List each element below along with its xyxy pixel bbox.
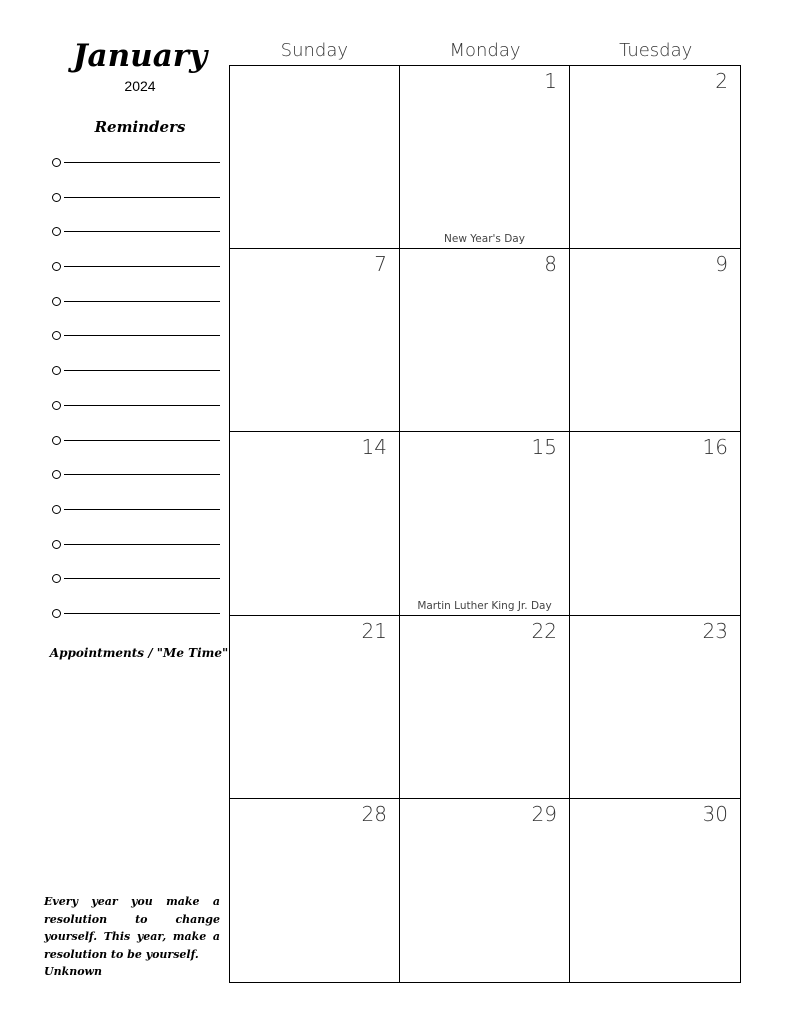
reminder-write-line[interactable] [64, 231, 220, 232]
reminder-item[interactable] [50, 154, 222, 189]
month-title: January [72, 38, 208, 74]
reminder-item[interactable] [50, 362, 222, 397]
reminder-item[interactable] [50, 189, 222, 224]
day-cell[interactable] [570, 66, 740, 249]
reminder-checkbox-circle[interactable] [52, 366, 61, 375]
reminder-write-line[interactable] [64, 197, 220, 198]
day-cell[interactable] [400, 66, 570, 249]
day-cell[interactable] [570, 616, 740, 799]
reminder-item[interactable] [50, 293, 222, 328]
reminder-write-line[interactable] [64, 613, 220, 614]
reminder-write-line[interactable] [64, 162, 220, 163]
day-number: 8 [544, 252, 557, 277]
reminder-item[interactable] [50, 397, 222, 432]
day-number: 30 [702, 801, 728, 826]
reminder-write-line[interactable] [64, 578, 220, 579]
day-number: 9 [715, 252, 728, 277]
reminder-write-line[interactable] [64, 474, 220, 475]
day-cell[interactable] [400, 249, 570, 432]
day-cell[interactable] [570, 249, 740, 432]
holiday-label: New Year's Day [444, 233, 525, 246]
reminder-checkbox-circle[interactable] [52, 470, 61, 479]
day-cell[interactable] [400, 799, 570, 982]
appointments-heading: Appointments / "Me Time" [49, 646, 229, 660]
day-number: 28 [361, 801, 387, 826]
reminder-checkbox-circle[interactable] [52, 262, 61, 271]
reminder-checkbox-circle[interactable] [52, 158, 61, 167]
day-cell[interactable] [400, 432, 570, 615]
reminders-list [50, 154, 222, 640]
reminder-write-line[interactable] [64, 405, 220, 406]
reminder-checkbox-circle[interactable] [52, 227, 61, 236]
reminder-checkbox-circle[interactable] [52, 574, 61, 583]
reminder-checkbox-circle[interactable] [52, 297, 61, 306]
day-cell[interactable] [230, 616, 400, 799]
holiday-label: Martin Luther King Jr. Day [417, 599, 552, 612]
reminder-item[interactable] [50, 501, 222, 536]
day-cell[interactable] [230, 249, 400, 432]
reminder-item[interactable] [50, 466, 222, 501]
day-number: 23 [702, 618, 728, 643]
reminder-checkbox-circle[interactable] [52, 505, 61, 514]
day-number: 21 [361, 618, 387, 643]
reminder-item[interactable] [50, 432, 222, 467]
year-label: 2024 [124, 78, 156, 94]
day-number: 29 [531, 801, 557, 826]
quote-author: Unknown [44, 965, 103, 978]
reminders-heading: Reminders [94, 118, 186, 136]
reminder-write-line[interactable] [64, 544, 220, 545]
day-number: 7 [374, 252, 387, 277]
reminder-checkbox-circle[interactable] [52, 401, 61, 410]
day-cell[interactable] [400, 616, 570, 799]
reminder-write-line[interactable] [64, 440, 220, 441]
day-header-monday: Monday [449, 40, 521, 61]
day-header-sunday: Sunday [280, 40, 349, 61]
reminder-item[interactable] [50, 605, 222, 640]
reminder-checkbox-circle[interactable] [52, 193, 61, 202]
day-number: 16 [702, 435, 728, 460]
reminder-checkbox-circle[interactable] [52, 609, 61, 618]
reminder-item[interactable] [50, 570, 222, 605]
day-number: 22 [531, 618, 557, 643]
day-cell[interactable] [230, 66, 400, 249]
day-header-tuesday: Tuesday [619, 40, 693, 61]
day-cell[interactable] [230, 799, 400, 982]
reminder-write-line[interactable] [64, 509, 220, 510]
calendar-grid [229, 65, 741, 983]
day-number: 1 [544, 69, 557, 93]
reminder-checkbox-circle[interactable] [52, 331, 61, 340]
quote-text: Every year you make a resolution to change yourself. This year, make a resolution to be yourself. [44, 895, 220, 961]
day-number: 15 [531, 435, 557, 460]
reminder-checkbox-circle[interactable] [52, 540, 61, 549]
reminder-write-line[interactable] [64, 335, 220, 336]
reminder-checkbox-circle[interactable] [52, 436, 61, 445]
reminder-item[interactable] [50, 327, 222, 362]
day-headers [229, 38, 741, 64]
reminder-write-line[interactable] [64, 301, 220, 302]
reminder-item[interactable] [50, 223, 222, 258]
reminder-write-line[interactable] [64, 266, 220, 267]
day-number: 2 [715, 69, 728, 93]
reminder-item[interactable] [50, 258, 222, 293]
reminder-write-line[interactable] [64, 370, 220, 371]
day-number: 14 [361, 435, 387, 460]
day-cell[interactable] [570, 799, 740, 982]
reminder-item[interactable] [50, 536, 222, 571]
day-cell[interactable] [230, 432, 400, 615]
day-cell[interactable] [570, 432, 740, 615]
